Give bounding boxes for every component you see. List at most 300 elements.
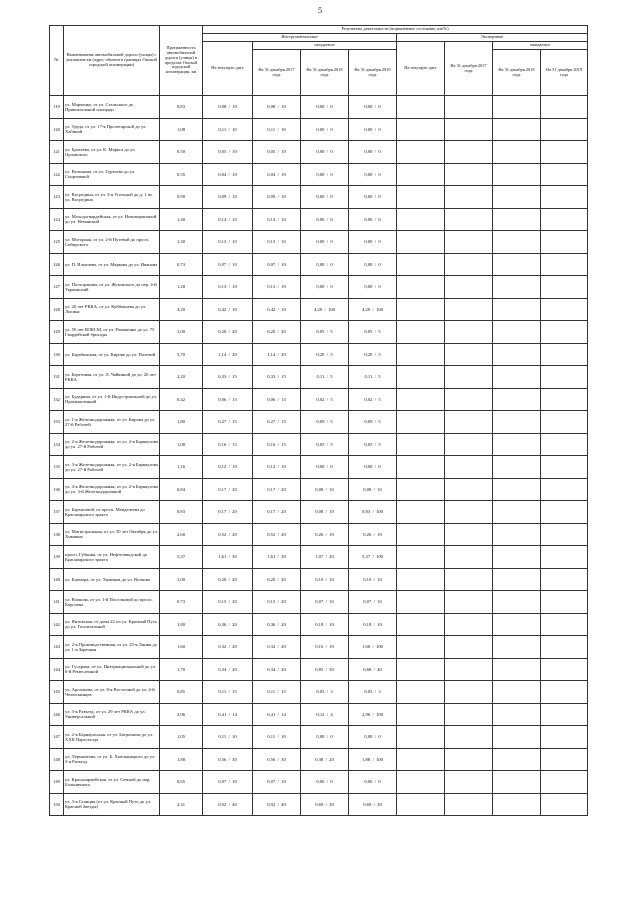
expert-cell-empty	[445, 433, 493, 456]
state-km: 0,08	[363, 486, 372, 492]
state-cell-3	[301, 523, 349, 546]
row-number: 135	[50, 456, 64, 479]
expert-cell-empty	[493, 793, 541, 816]
row-number: 134	[50, 433, 64, 456]
state-cell-3	[301, 411, 349, 434]
expert-cell-empty	[397, 208, 445, 231]
state-cell-4	[349, 613, 397, 636]
road-length: 1,16	[160, 456, 203, 479]
expert-cell-empty	[397, 591, 445, 614]
state-cell-3	[301, 568, 349, 591]
state-percent: 5	[378, 374, 381, 380]
state-cell-2	[253, 681, 301, 704]
row-number: 147	[50, 726, 64, 749]
state-percent: 5	[330, 351, 333, 357]
state-percent: 20	[232, 531, 237, 537]
separator: /	[324, 441, 331, 447]
state-percent: 5	[378, 396, 381, 402]
separator: /	[275, 689, 282, 695]
expert-cell-empty	[397, 366, 445, 389]
state-cell-4	[349, 591, 397, 614]
state-percent: 10	[232, 779, 237, 785]
state-percent: 0	[330, 779, 333, 785]
state-km: 0,20	[267, 329, 276, 335]
expert-cell-empty	[493, 681, 541, 704]
separator: /	[275, 126, 282, 132]
separator: /	[371, 576, 378, 582]
expert-cell-empty	[445, 118, 493, 141]
expert-cell-empty	[493, 253, 541, 276]
road-name: ул. Барабинская, от ул. Кирова до ул. Полевой	[64, 343, 160, 366]
table-row	[50, 478, 588, 501]
expert-cell-empty	[397, 231, 445, 254]
separator: /	[275, 801, 282, 807]
state-cell-2	[253, 658, 301, 681]
state-percent: 15	[232, 374, 237, 380]
road-length: 1,60	[160, 636, 203, 659]
expert-cell-empty	[493, 321, 541, 344]
state-percent: 30	[232, 554, 237, 560]
state-km: 0,07	[218, 779, 227, 785]
state-cell-1	[203, 208, 253, 231]
state-km: 0,38	[315, 756, 324, 762]
header-dec2018-expert: На 31 декабря 2018 года	[493, 50, 541, 96]
expert-cell-empty	[493, 591, 541, 614]
header-dec2019: На 31 декабря 2019 года	[349, 50, 397, 96]
separator: /	[275, 171, 282, 177]
expert-cell-empty	[493, 96, 541, 119]
expert-cell-empty	[445, 388, 493, 411]
state-percent: 10	[232, 126, 237, 132]
expert-cell-empty	[445, 793, 493, 816]
state-percent: 10	[281, 104, 286, 110]
state-percent: 10	[329, 486, 334, 492]
state-km: 0,27	[218, 419, 227, 425]
separator: /	[324, 126, 331, 132]
state-percent: 30	[281, 756, 286, 762]
state-km: 0,00	[364, 194, 373, 200]
expert-cell-empty	[541, 118, 588, 141]
expert-cell-empty	[541, 411, 588, 434]
expert-cell-empty	[493, 276, 541, 299]
separator: /	[275, 216, 282, 222]
separator: /	[372, 734, 379, 740]
expert-cell-empty	[493, 163, 541, 186]
state-km: 0,52	[218, 531, 227, 537]
header-length: Протяженность автомобильной дороги (улицы) в пределах Омской городской агломерации, км	[160, 26, 203, 96]
road-length: 4,20	[160, 298, 203, 321]
separator: /	[275, 239, 282, 245]
separator: /	[275, 419, 282, 425]
row-number: 127	[50, 276, 64, 299]
state-cell-2	[253, 96, 301, 119]
table-row	[50, 793, 588, 816]
road-name: ул. 1-я Железнодорожная, от ул. Кирова до ул. 27-й Рабочей	[64, 411, 160, 434]
state-cell-1	[203, 748, 253, 771]
expert-cell-empty	[541, 613, 588, 636]
state-km: 0,07	[218, 261, 227, 267]
separator: /	[275, 756, 282, 762]
row-number: 120	[50, 118, 64, 141]
state-cell-4	[349, 771, 397, 794]
table-row	[50, 636, 588, 659]
table-row	[50, 366, 588, 389]
state-cell-1	[203, 411, 253, 434]
separator: /	[324, 104, 331, 110]
row-number: 142	[50, 613, 64, 636]
expert-cell-empty	[541, 748, 588, 771]
row-number: 146	[50, 703, 64, 726]
expert-cell-empty	[445, 636, 493, 659]
separator: /	[226, 779, 233, 785]
separator: /	[324, 419, 331, 425]
state-percent: 0	[330, 104, 333, 110]
separator: /	[226, 531, 233, 537]
separator: /	[370, 306, 377, 312]
separator: /	[372, 419, 379, 425]
state-km: 0,56	[267, 756, 276, 762]
state-percent: 20	[281, 644, 286, 650]
expert-cell-empty	[493, 366, 541, 389]
state-km: 0,00	[364, 284, 373, 290]
state-km: 0,29	[316, 351, 325, 357]
state-km: 0,05	[267, 149, 276, 155]
road-length: 1,80	[160, 411, 203, 434]
expert-cell-empty	[541, 636, 588, 659]
separator: /	[371, 531, 378, 537]
table-row	[50, 388, 588, 411]
separator: /	[323, 486, 330, 492]
state-percent: 20	[281, 329, 286, 335]
state-percent: 0	[378, 104, 381, 110]
separator: /	[324, 779, 331, 785]
state-percent: 30	[377, 801, 382, 807]
state-cell-2	[253, 456, 301, 479]
separator: /	[226, 599, 233, 605]
state-km: 0,05	[316, 441, 325, 447]
state-km: 0,85	[315, 666, 324, 672]
expert-cell-empty	[397, 321, 445, 344]
state-km: 0,07	[267, 779, 276, 785]
road-length: 1,30	[160, 231, 203, 254]
road-name: ул. 2-я Производственная, от ул. 25-я Линия до ул. 1-я Заречная	[64, 636, 160, 659]
separator: /	[226, 171, 233, 177]
state-km: 0,27	[267, 419, 276, 425]
road-length: 1,40	[160, 208, 203, 231]
state-cell-3	[301, 501, 349, 524]
state-km: 0,05	[218, 149, 227, 155]
separator: /	[226, 464, 233, 470]
state-km: 0,00	[364, 149, 373, 155]
expert-cell-empty	[541, 321, 588, 344]
expert-cell-empty	[445, 208, 493, 231]
state-km: 0,10	[315, 576, 324, 582]
separator: /	[275, 621, 282, 627]
state-km: 0,12	[267, 464, 276, 470]
state-km: 0,02	[364, 396, 373, 402]
road-length: 1,08	[160, 118, 203, 141]
road-name: ул. Полторанова, от ул. Жуковского до пер. 4-й Украинский	[64, 276, 160, 299]
state-km: 0,17	[218, 509, 227, 515]
row-number: 121	[50, 141, 64, 164]
separator: /	[371, 486, 378, 492]
state-cell-1	[203, 568, 253, 591]
road-name: ул. Янтовская, от дома 22 по ул. Красный Путь до ул. Госпитальной	[64, 613, 160, 636]
state-percent: 10	[281, 194, 286, 200]
state-km: 0,00	[364, 464, 373, 470]
state-km: 0,07	[315, 599, 324, 605]
state-percent: 10	[232, 194, 237, 200]
road-length: 1,00	[160, 568, 203, 591]
roads-table	[49, 25, 588, 816]
separator: /	[226, 801, 233, 807]
separator: /	[372, 194, 379, 200]
state-percent: 10	[281, 734, 286, 740]
separator: /	[275, 441, 282, 447]
table-row	[50, 546, 588, 569]
expert-cell-empty	[541, 456, 588, 479]
state-km: 0,69	[363, 801, 372, 807]
table-row	[50, 501, 588, 524]
state-km: 0,56	[218, 756, 227, 762]
row-number: 145	[50, 681, 64, 704]
state-percent: 10	[329, 599, 334, 605]
road-length: 2,31	[160, 793, 203, 816]
state-cell-2	[253, 208, 301, 231]
road-length: 1,05	[160, 726, 203, 749]
state-cell-4	[349, 141, 397, 164]
expert-cell-empty	[541, 208, 588, 231]
expert-cell-empty	[445, 501, 493, 524]
state-km: 0,26	[363, 531, 372, 537]
separator: /	[275, 374, 282, 380]
expert-cell-empty	[445, 276, 493, 299]
state-percent: 20	[232, 599, 237, 605]
state-percent: 30	[232, 756, 237, 762]
separator: /	[275, 351, 282, 357]
state-percent: 5	[378, 419, 381, 425]
state-percent: 100	[328, 306, 335, 312]
road-length: 0,65	[160, 771, 203, 794]
state-percent: 10	[232, 306, 237, 312]
state-percent: 10	[377, 576, 382, 582]
expert-cell-empty	[541, 276, 588, 299]
row-number: 140	[50, 568, 64, 591]
state-percent: 20	[232, 666, 237, 672]
state-km: 0,05	[316, 329, 325, 335]
state-percent: 0	[330, 239, 333, 245]
state-cell-1	[203, 613, 253, 636]
separator: /	[226, 239, 233, 245]
state-km: 0,07	[267, 261, 276, 267]
expert-cell-empty	[397, 343, 445, 366]
state-percent: 20	[232, 509, 237, 515]
state-percent: 10	[329, 531, 334, 537]
state-km: 0,09	[364, 419, 373, 425]
state-cell-2	[253, 613, 301, 636]
state-percent: 20	[281, 486, 286, 492]
road-name: ул. 2-я Барнаульская, от ул. Батраткова до ул. XXII Партсъезда	[64, 726, 160, 749]
expert-cell-empty	[445, 186, 493, 209]
row-number: 119	[50, 96, 64, 119]
state-cell-3	[301, 546, 349, 569]
state-percent: 14	[232, 711, 237, 717]
separator: /	[275, 509, 282, 515]
state-km: 0,00	[364, 734, 373, 740]
expert-cell-empty	[541, 388, 588, 411]
state-percent: 100	[376, 554, 383, 560]
road-name: ул. Красноармейская, от ул. Семной до пер. Больничного	[64, 771, 160, 794]
state-cell-4	[349, 681, 397, 704]
state-km: 0,68	[363, 666, 372, 672]
road-length: 0,73	[160, 253, 203, 276]
state-percent: 15	[281, 374, 286, 380]
expert-cell-empty	[445, 411, 493, 434]
state-percent: 15	[281, 396, 286, 402]
state-km: 0,29	[364, 351, 373, 357]
state-km: 0,18	[363, 621, 372, 627]
expert-cell-empty	[493, 231, 541, 254]
state-percent: 20	[232, 644, 237, 650]
separator: /	[371, 599, 378, 605]
table-row	[50, 276, 588, 299]
expert-cell-empty	[397, 253, 445, 276]
state-cell-1	[203, 298, 253, 321]
separator: /	[323, 576, 330, 582]
expert-cell-empty	[493, 636, 541, 659]
state-cell-3	[301, 613, 349, 636]
expert-cell-empty	[541, 658, 588, 681]
state-percent: 10	[281, 306, 286, 312]
state-km: 0,36	[218, 621, 227, 627]
state-cell-2	[253, 276, 301, 299]
separator: /	[323, 509, 330, 515]
state-km: 0,13	[267, 284, 276, 290]
state-cell-3	[301, 681, 349, 704]
state-cell-2	[253, 321, 301, 344]
table-row	[50, 748, 588, 771]
state-km: 1,07	[315, 554, 324, 560]
state-percent: 14	[281, 711, 286, 717]
state-cell-2	[253, 748, 301, 771]
state-km: 0,11	[267, 126, 276, 132]
separator: /	[372, 329, 379, 335]
separator: /	[323, 756, 330, 762]
expert-cell-empty	[493, 726, 541, 749]
separator: /	[275, 734, 282, 740]
separator: /	[226, 486, 233, 492]
road-length: 5,70	[160, 343, 203, 366]
state-cell-4	[349, 208, 397, 231]
state-cell-2	[253, 726, 301, 749]
state-percent: 10	[281, 284, 286, 290]
table-row	[50, 658, 588, 681]
road-name: ул. Лермонтова, от ул. Б. Хмельницкого до ул. 3-я Разъезд	[64, 748, 160, 771]
separator: /	[275, 396, 282, 402]
separator: /	[324, 329, 331, 335]
state-km: 0,69	[315, 801, 324, 807]
expert-cell-empty	[493, 501, 541, 524]
state-percent: 5	[330, 419, 333, 425]
expert-cell-empty	[397, 276, 445, 299]
state-km: 0,09	[267, 194, 276, 200]
state-km: 0,15	[267, 599, 276, 605]
state-percent: 0	[330, 194, 333, 200]
separator: /	[275, 554, 282, 560]
state-cell-3	[301, 141, 349, 164]
state-cell-3	[301, 163, 349, 186]
state-cell-1	[203, 141, 253, 164]
separator: /	[226, 666, 233, 672]
state-km: 0,02	[316, 396, 325, 402]
state-cell-3	[301, 478, 349, 501]
separator: /	[226, 554, 233, 560]
expert-cell-empty	[445, 546, 493, 569]
road-length: 0,73	[160, 591, 203, 614]
state-percent: 30	[329, 801, 334, 807]
expert-cell-empty	[445, 523, 493, 546]
road-name: ул. П. Ильичева, от ул. Маркова до ул. Иванова	[64, 253, 160, 276]
separator: /	[371, 621, 378, 627]
expert-cell-empty	[397, 96, 445, 119]
state-cell-2	[253, 793, 301, 816]
expert-cell-empty	[493, 613, 541, 636]
row-number: 126	[50, 253, 64, 276]
state-percent: 0	[330, 216, 333, 222]
expert-cell-empty	[541, 253, 588, 276]
expert-cell-empty	[445, 748, 493, 771]
state-km: 0,15	[218, 599, 227, 605]
expert-cell-empty	[397, 163, 445, 186]
state-percent: 0	[330, 284, 333, 290]
state-km: 0,00	[316, 171, 325, 177]
state-percent: 20	[232, 486, 237, 492]
separator: /	[324, 351, 331, 357]
state-cell-1	[203, 591, 253, 614]
road-name: ул. 4-я Железнодорожная, от ул. 2-я Барнаулова до ул. 3-й Железнодорожной	[64, 478, 160, 501]
state-cell-1	[203, 681, 253, 704]
separator: /	[323, 801, 330, 807]
expert-cell-empty	[397, 793, 445, 816]
separator: /	[275, 306, 282, 312]
expert-cell-empty	[445, 591, 493, 614]
state-percent: 30	[281, 554, 286, 560]
state-km: 0,09	[218, 194, 227, 200]
state-percent: 10	[377, 531, 382, 537]
state-cell-2	[253, 118, 301, 141]
state-km: 0,03	[316, 689, 325, 695]
expert-cell-empty	[445, 96, 493, 119]
state-cell-4	[349, 793, 397, 816]
state-cell-1	[203, 186, 253, 209]
state-km: 0,16	[267, 441, 276, 447]
separator: /	[372, 779, 379, 785]
state-km: 0,12	[316, 711, 325, 717]
separator: /	[324, 396, 331, 402]
header-expected-instr: ожидаемое	[253, 42, 397, 50]
table-row	[50, 703, 588, 726]
separator: /	[226, 216, 233, 222]
state-km: 0,08	[315, 509, 324, 515]
separator: /	[324, 171, 331, 177]
separator: /	[323, 621, 330, 627]
state-cell-4	[349, 411, 397, 434]
road-name: ул. Марченко, от ул. Стальского до Привокзальной площади	[64, 96, 160, 119]
separator: /	[372, 261, 379, 267]
expert-cell-empty	[445, 568, 493, 591]
state-km: 0,00	[364, 261, 373, 267]
state-km: 0,11	[267, 689, 276, 695]
